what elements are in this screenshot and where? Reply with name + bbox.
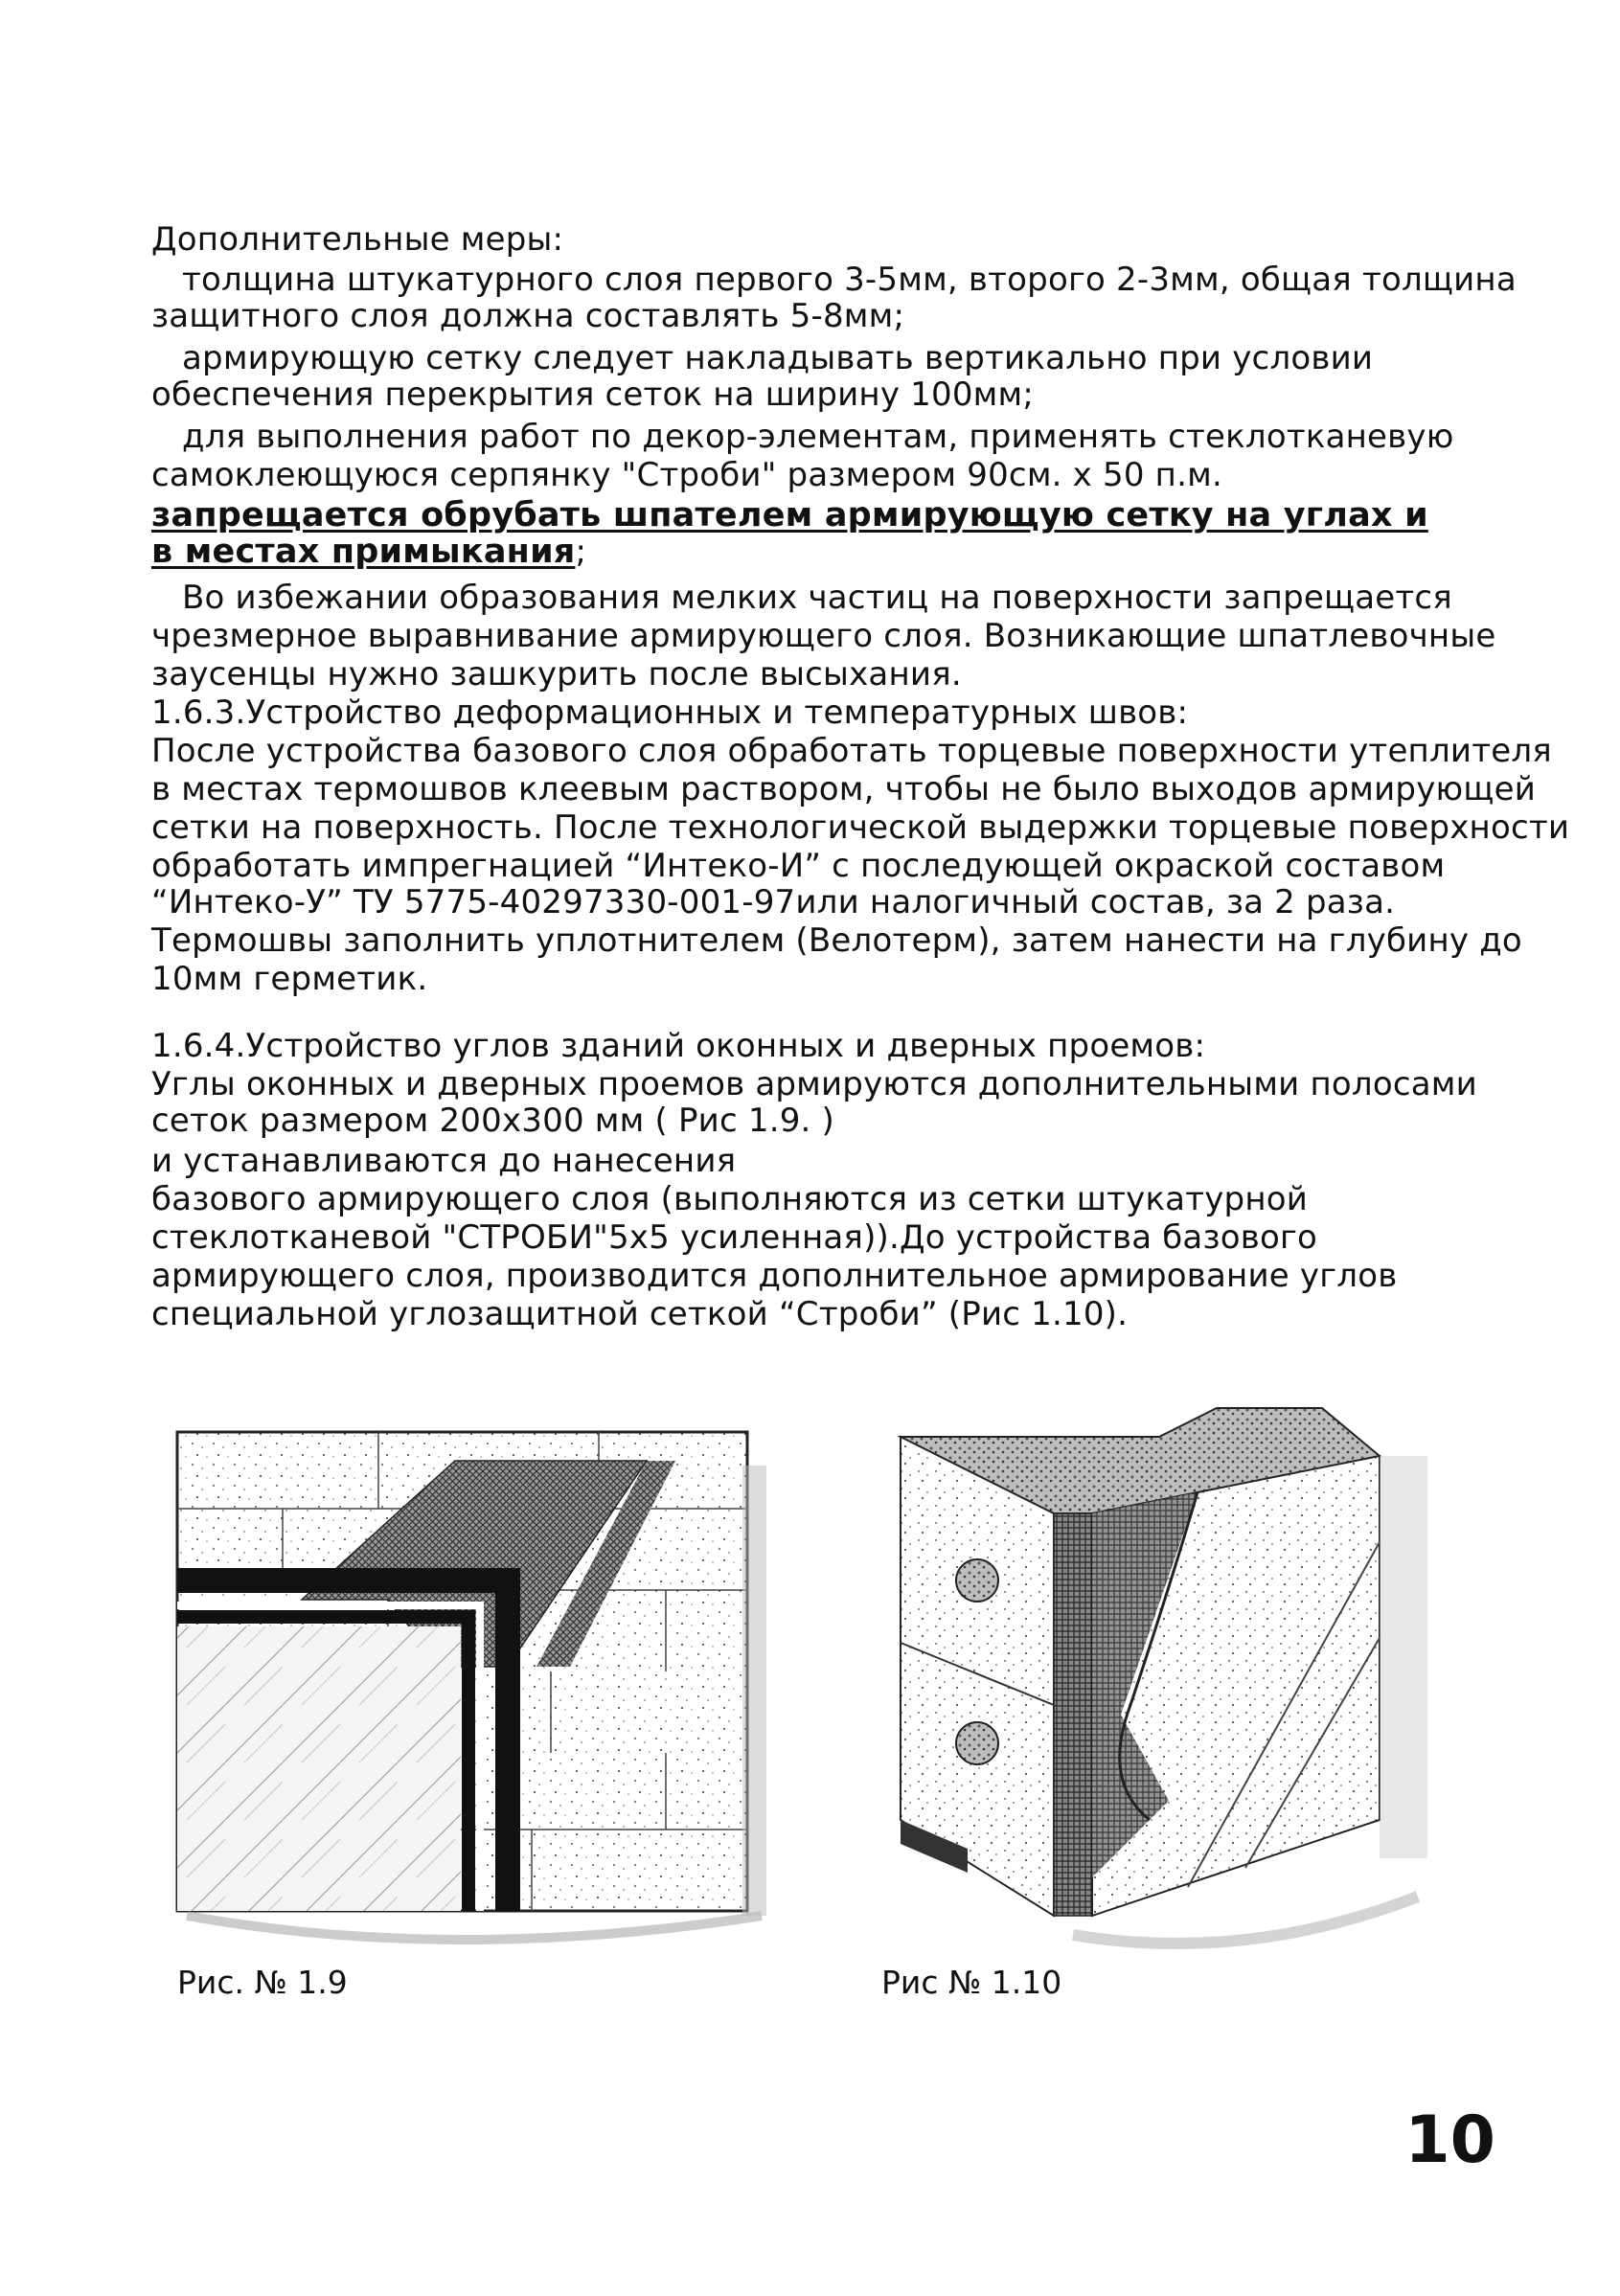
text-line: После устройства базового слоя обработать торцевые поверхности утеплителя: [151, 732, 1552, 770]
text-line: в местах термошвов клеевым раствором, чтобы не было выходов армирующей: [151, 770, 1536, 808]
figure-caption-1-9: Рис. № 1.9: [177, 1964, 348, 2001]
page-number: 10: [1404, 2103, 1495, 2178]
text-line: 10мм герметик.: [151, 960, 428, 998]
section-heading-164: 1.6.4.Устройство углов зданий оконных и дверных проемов:: [151, 1027, 1206, 1065]
extra-measures-heading: Дополнительные меры:: [151, 220, 564, 259]
warning-line: [151, 496, 1428, 534]
text-line: стеклотканевой "СТРОБИ"5х5 усиленная)).До устройства базового: [151, 1218, 1318, 1257]
figure-caption-1-10: Рис № 1.10: [881, 1964, 1062, 2001]
section-heading-163: 1.6.3.Устройство деформационных и температурных швов:: [151, 693, 1189, 732]
text-line: толщина штукатурного слоя первого 3-5мм, второго 2-3мм, общая толщина: [182, 261, 1517, 299]
text-line: “Интеко-У” ТУ 5775-40297330-001-97или налогичный состав, за 2 раза.: [151, 883, 1396, 921]
warning-tail: ;: [575, 533, 587, 571]
text-line: обеспечения перекрытия сеток на ширину 100мм;: [151, 375, 1035, 414]
text-line: сеток размером 200х300 мм ( Рис 1.9. ): [151, 1102, 835, 1140]
text-line: Углы оконных и дверных проемов армируются дополнительными полосами: [151, 1065, 1477, 1103]
text-line: и устанавливаются до нанесения: [151, 1142, 737, 1180]
text-line: чрезмерное выравнивание армирующего слоя. Возникающие шпатлевочные: [151, 617, 1496, 655]
text-line: Во избежании образования мелких частиц на поверхности запрещается: [182, 579, 1452, 617]
warning-line: [151, 533, 586, 571]
text-line: самоклеющуюся серпянку "Строби" размером 90см. х 50 п.м.: [151, 456, 1222, 494]
text-line: Термошвы заполнить уплотнителем (Велотерм), затем нанести на глубину до: [151, 921, 1522, 960]
text-line: армирующего слоя, производится дополнительное армирование углов: [151, 1257, 1398, 1295]
window-corner-mesh-illustration: [168, 1418, 819, 1954]
text-line: защитного слоя должна составлять 5-8мм;: [151, 297, 905, 335]
wall-corner-insulation-illustration: [881, 1398, 1447, 1964]
warning-text: запрещается обрубать шпателем армирующую сетку на углах и: [151, 496, 1428, 534]
text-line: обработать импрегнацией “Интеко-И” с последующей окраской составом: [151, 847, 1446, 885]
text-line: армирующую сетку следует накладывать вертикально при условии: [182, 339, 1374, 377]
warning-text: в местах примыкания: [151, 533, 576, 571]
text-line: для выполнения работ по декор-элементам, применять стеклотканевую: [182, 418, 1454, 456]
text-line: сетки на поверхность. После технологической выдержки торцевые поверхности: [151, 808, 1570, 847]
text-line: заусенцы нужно зашкурить после высыхания.: [151, 655, 962, 693]
text-line: специальной углозащитной сеткой “Строби” (Рис 1.10).: [151, 1295, 1129, 1333]
text-line: базового армирующего слоя (выполняются из сетки штукатурной: [151, 1180, 1309, 1218]
